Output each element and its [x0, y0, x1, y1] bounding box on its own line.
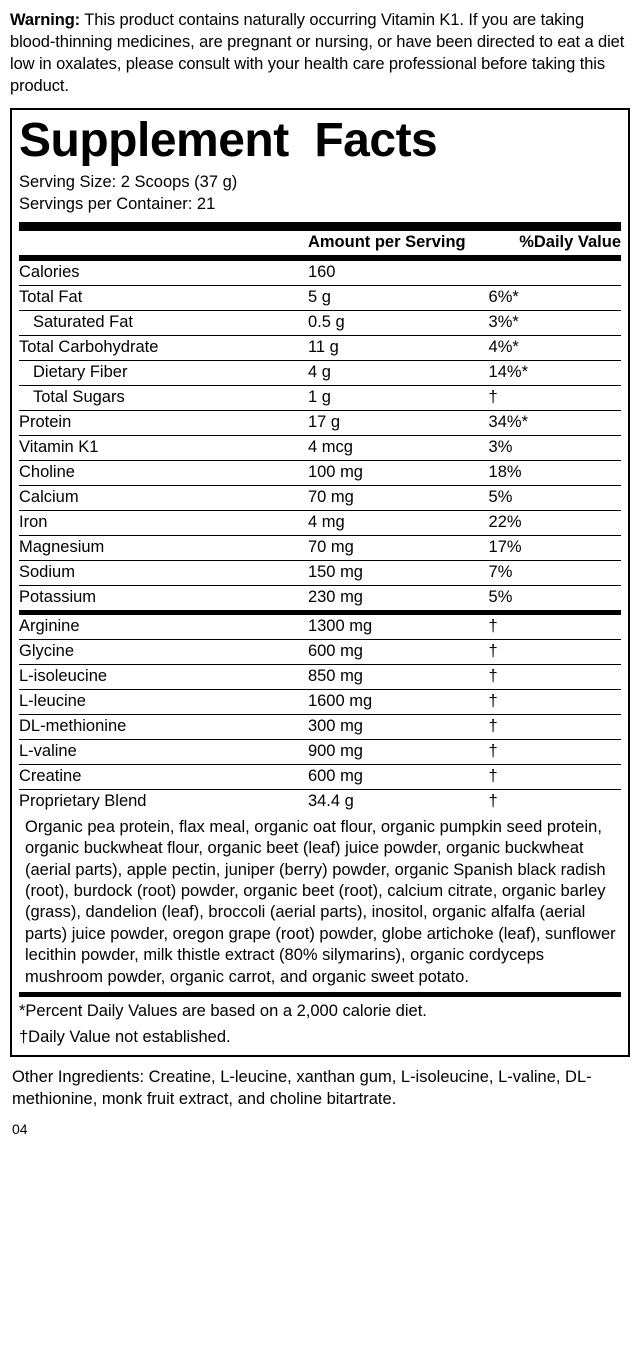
nutrient-name: Arginine: [19, 615, 308, 640]
nutrient-name: Total Fat: [19, 285, 308, 310]
nutrient-amount: 850 mg: [308, 664, 489, 689]
nutrient-dv: †: [489, 714, 621, 739]
nutrient-name: DL-methionine: [19, 714, 308, 739]
nutrient-dv: 4%*: [489, 335, 621, 360]
nutrient-name: L-isoleucine: [19, 664, 308, 689]
table-row: [19, 739, 621, 764]
nutrient-name: Creatine: [19, 764, 308, 789]
nutrient-amount: 600 mg: [308, 639, 489, 664]
servings-per-container: Servings per Container: 21: [19, 194, 216, 213]
nutrition-table: [19, 231, 621, 256]
nutrient-name: Magnesium: [19, 535, 308, 560]
nutrient-amount: 100 mg: [308, 460, 489, 485]
footnote-percent-dv: *Percent Daily Values are based on a 2,000 calorie diet.: [19, 1002, 427, 1021]
nutrient-name: Total Sugars: [19, 385, 308, 410]
table-row: [19, 714, 621, 739]
table-row: [19, 764, 621, 789]
table-row: [19, 360, 621, 385]
nutrient-amount: 160: [308, 261, 489, 286]
table-row: [19, 261, 621, 286]
nutrient-dv: 34%*: [489, 410, 621, 435]
nutrient-amount: 0.5 g: [308, 310, 489, 335]
nutrient-name: Total Carbohydrate: [19, 335, 308, 360]
nutrient-dv: †: [489, 615, 621, 640]
nutrient-name: Calcium: [19, 485, 308, 510]
nutrient-amount: 5 g: [308, 285, 489, 310]
nutrient-amount: 600 mg: [308, 764, 489, 789]
blend-amount: 34.4 g: [307, 791, 354, 810]
nutrient-amount: 4 g: [308, 360, 489, 385]
table-row: [19, 689, 621, 714]
table-row: [19, 615, 621, 640]
header-nutrient: [19, 231, 308, 256]
warning-paragraph: [10, 10, 630, 98]
blend-dv: †: [488, 791, 498, 810]
nutrient-dv: 17%: [489, 535, 621, 560]
nutrient-dv: †: [489, 764, 621, 789]
page-number: 04: [12, 1120, 28, 1137]
nutrient-name: Iron: [19, 510, 308, 535]
header-amount-per-serving: Amount per Serving: [308, 231, 489, 256]
nutrient-name: Calories: [19, 261, 308, 286]
nutrient-dv: †: [489, 664, 621, 689]
serving-size: Serving Size: 2 Scoops (37 g): [19, 173, 238, 192]
table-header-row: [19, 231, 621, 256]
nutrient-dv: 5%: [488, 587, 513, 606]
nutrient-name: L-valine: [19, 739, 308, 764]
nutrient-amount: 150 mg: [308, 560, 489, 585]
nutrient-amount: 1300 mg: [308, 615, 489, 640]
nutrient-name: Glycine: [19, 639, 308, 664]
table-row: [19, 335, 621, 360]
nutrient-dv: †: [489, 689, 621, 714]
nutrient-dv: †: [489, 639, 621, 664]
panel-title: Supplement Facts: [19, 113, 438, 167]
nutrient-dv: 5%: [489, 485, 621, 510]
nutrient-dv: 18%: [489, 460, 621, 485]
table-row: [19, 585, 621, 610]
nutrient-dv: 7%: [489, 560, 621, 585]
footnote-dagger: †Daily Value not established.: [19, 1027, 231, 1046]
nutrient-dv: [489, 261, 621, 286]
blend-ingredients-text: Organic pea protein, flax meal, organic oat flour, organic pumpkin seed protein, organic buckwheat flour, organic beet (leaf) juice powder, organic buckwheat (aerial parts), apple pectin, juniper (berry) powder, organic Spanish black radish (root), burdock (root) powder, organic beet (root), calcium citrate, organic barley (grass), dandelion (leaf), broccoli (aerial parts), inositol, organic alfalfa (aerial parts) juice powder, oregon grape (root) powder, globe artichoke (leaf), sunflower lecithin powder, milk thistle extract (80% silymarins), organic cordyceps mushroom powder, organic carrot, and organic sweet potato.: [19, 814, 621, 998]
table-row: [19, 410, 621, 435]
nutrient-amount: 1600 mg: [308, 689, 489, 714]
nutrient-dv: 14%*: [489, 360, 621, 385]
table-row: [19, 485, 621, 510]
nutrient-name: Protein: [19, 410, 308, 435]
nutrient-amount: 4 mg: [308, 510, 489, 535]
amino-acid-table: [19, 615, 621, 814]
nutrient-amount: 70 mg: [308, 485, 489, 510]
table-row: [19, 510, 621, 535]
nutrient-amount: 900 mg: [308, 739, 489, 764]
nutrient-amount: 300 mg: [308, 714, 489, 739]
table-row: [19, 285, 621, 310]
table-row: [19, 535, 621, 560]
proprietary-blend-row: [19, 789, 621, 814]
nutrient-name: Saturated Fat: [19, 310, 308, 335]
table-row: [19, 664, 621, 689]
nutrient-dv: 3%: [489, 435, 621, 460]
table-row: [19, 385, 621, 410]
nutrient-amount: 17 g: [308, 410, 489, 435]
table-row: [19, 560, 621, 585]
table-row: [19, 435, 621, 460]
supplement-facts-panel: [10, 108, 630, 1057]
table-row: [19, 639, 621, 664]
nutrient-dv: 6%*: [489, 285, 621, 310]
nutrient-amount: 1 g: [308, 385, 489, 410]
nutrient-amount: 230 mg: [307, 587, 363, 606]
warning-text: This product contains naturally occurring Vitamin K1. If you are taking blood-thinning medicines, are pregnant or nursing, or have been directed to eat a diet low in oxalates, please consult with your health care professional before taking this product.: [10, 11, 625, 95]
nutrient-amount: 70 mg: [308, 535, 489, 560]
nutrient-amount: 11 g: [308, 335, 489, 360]
other-ingredients: Other Ingredients: Creatine, L-leucine, xanthan gum, L-isoleucine, L-valine, DL-methionine, monk fruit extract, and choline bitartrate.: [12, 1067, 592, 1108]
nutrient-amount: 4 mcg: [308, 435, 489, 460]
nutrient-dv: 3%*: [489, 310, 621, 335]
nutrient-name: Potassium: [19, 587, 97, 606]
header-daily-value: %Daily Value: [489, 231, 621, 256]
nutrient-name: Dietary Fiber: [19, 360, 308, 385]
table-row: [19, 460, 621, 485]
nutrient-name: Sodium: [19, 560, 308, 585]
table-row: [19, 310, 621, 335]
nutrient-dv: 22%: [489, 510, 621, 535]
blend-name: Proprietary Blend: [19, 791, 147, 810]
nutrient-dv: †: [489, 385, 621, 410]
nutrient-name: L-leucine: [19, 689, 308, 714]
nutrient-name: Vitamin K1: [19, 435, 308, 460]
nutrient-dv: †: [489, 739, 621, 764]
warning-label: Warning:: [10, 11, 81, 29]
nutrient-rows-table: [19, 261, 621, 610]
divider-heavy-top: [19, 222, 621, 231]
nutrient-name: Choline: [19, 460, 308, 485]
